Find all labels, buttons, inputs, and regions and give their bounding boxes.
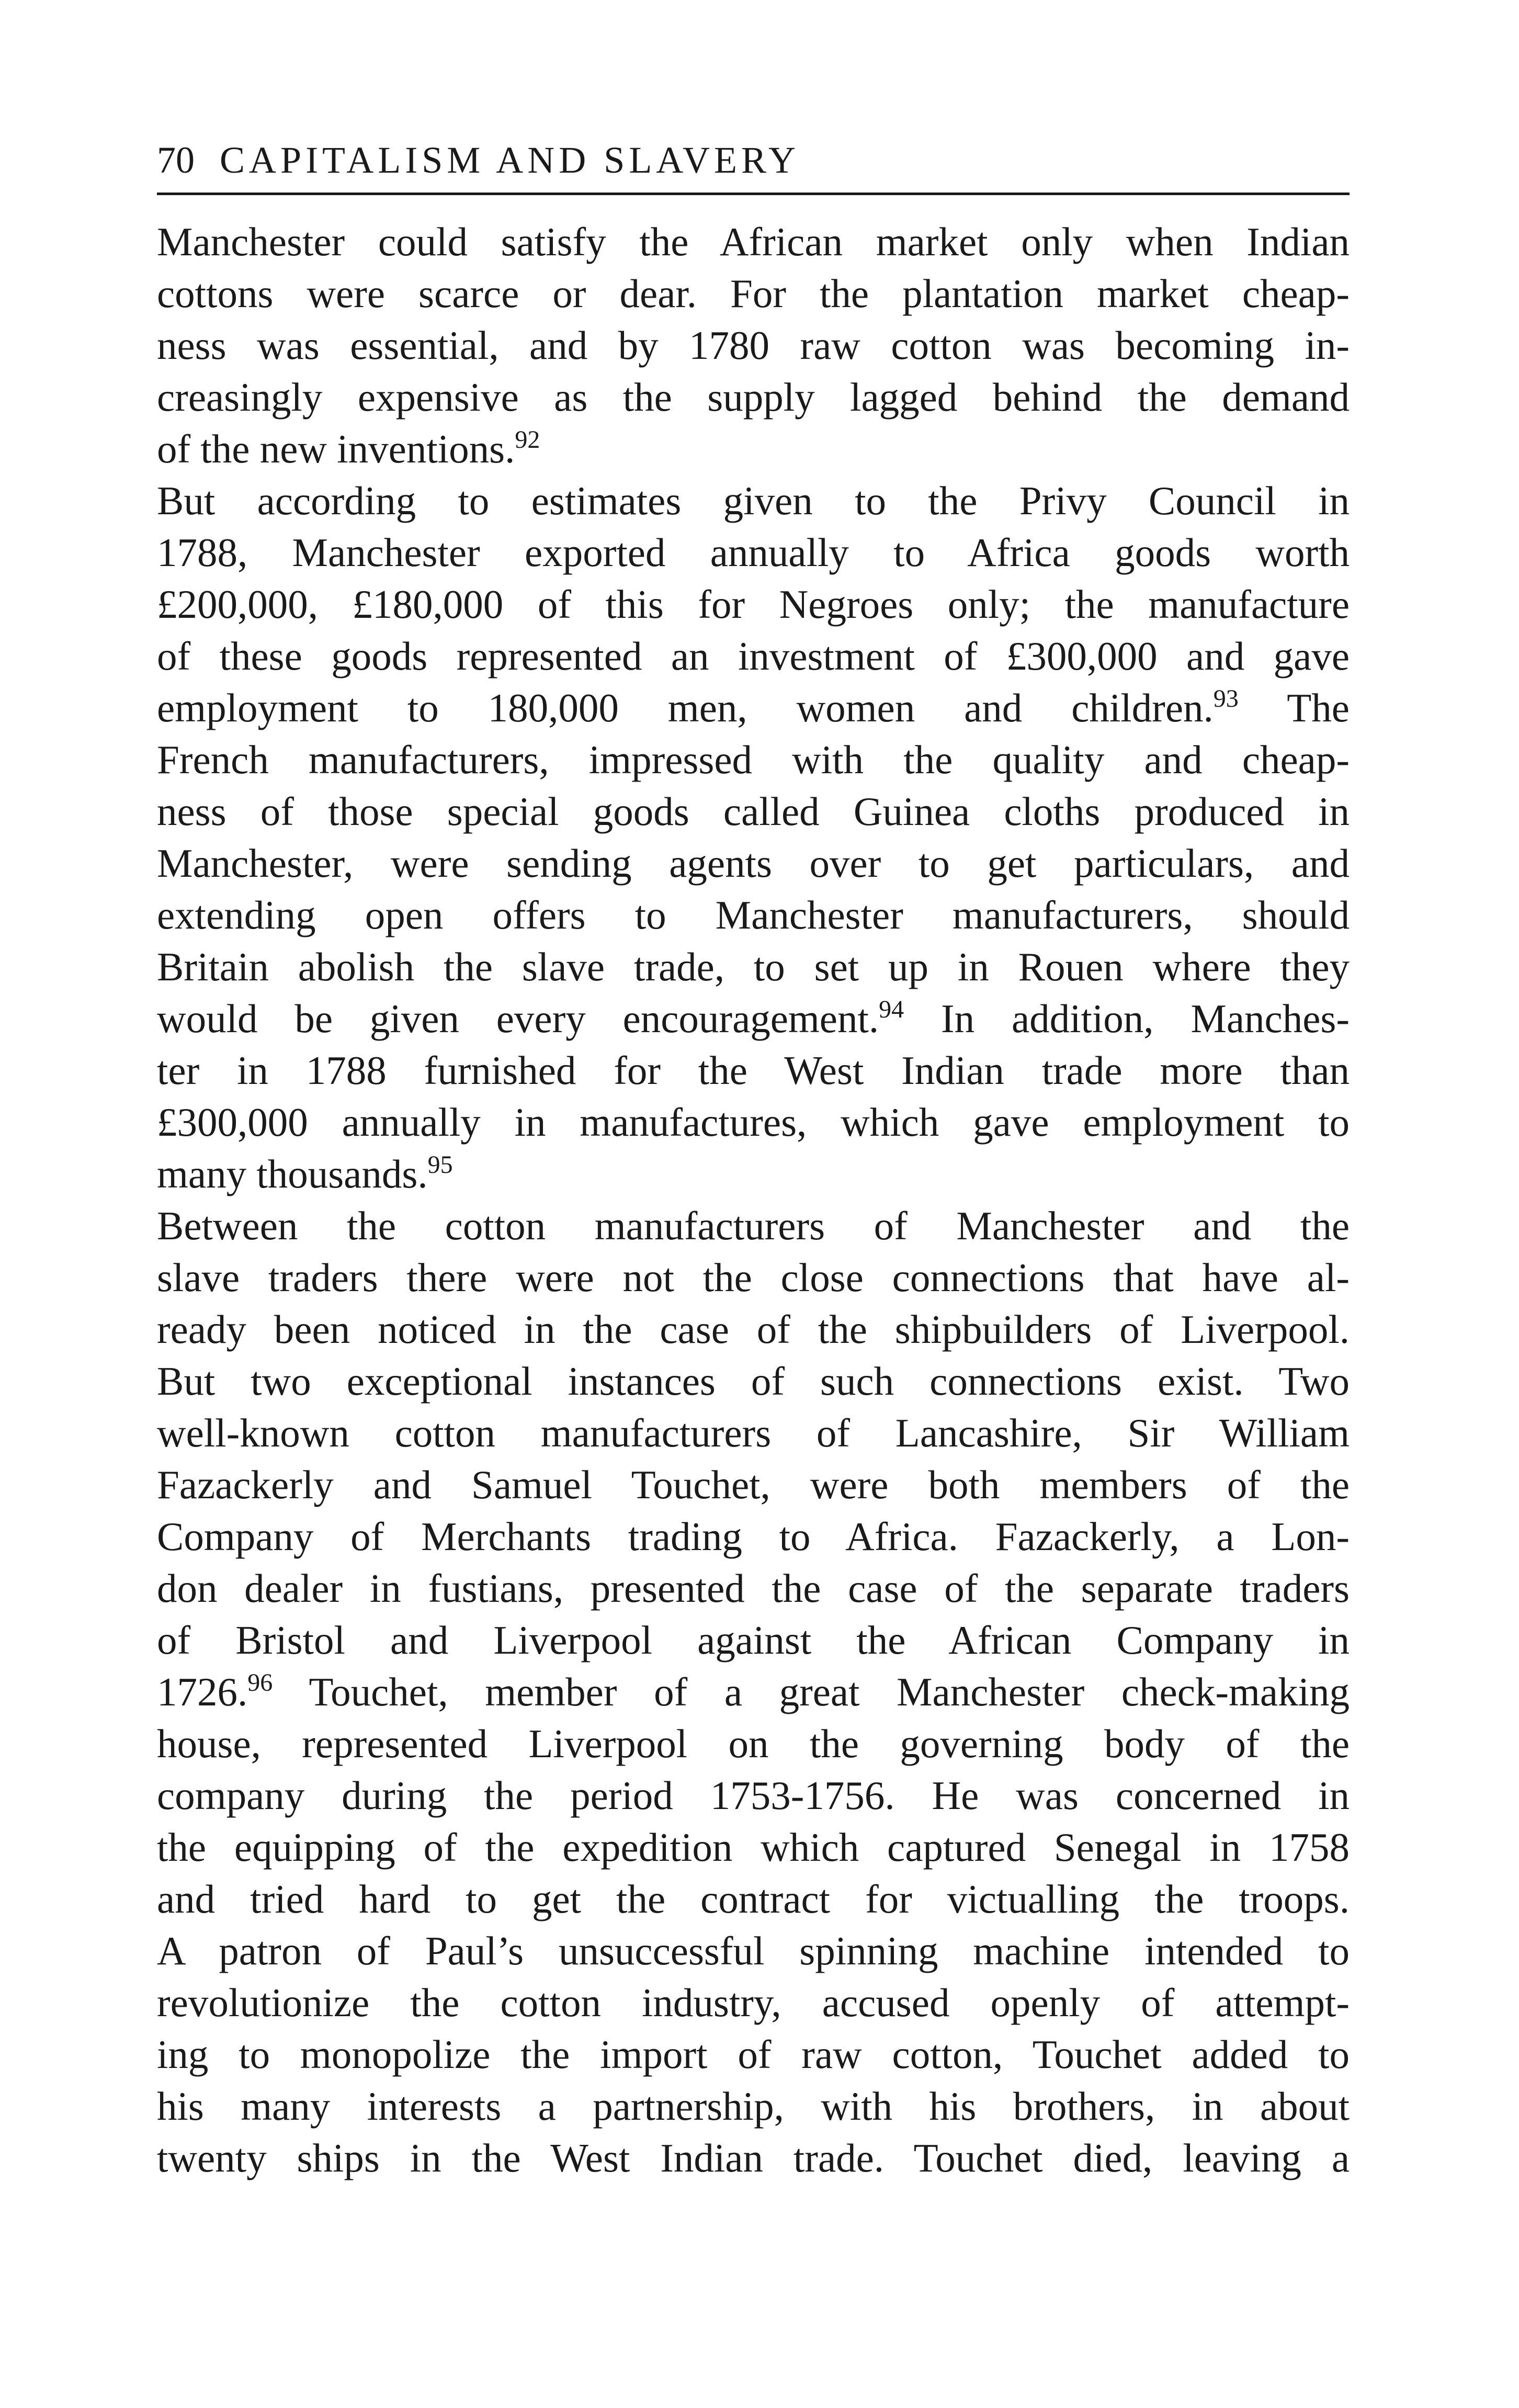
footnote-ref-92: 92	[515, 426, 540, 454]
footnote-ref-94: 94	[879, 996, 904, 1023]
text-line	[157, 1666, 1350, 1718]
text-line: creasingly expensive as the supply lagged behind the demand	[157, 375, 1350, 420]
text-line: Manchester, were sending agents over to get particulars, and	[157, 841, 1350, 886]
text-line: A patron of Paul’s unsuccessful spinning machine intended to	[157, 1928, 1350, 1973]
text-fragment: many thousands.	[157, 1151, 428, 1196]
text-line: of Bristol and Liverpool against the African Company in	[157, 1618, 1350, 1663]
text-line: But according to estimates given to the Privy Council in	[157, 478, 1350, 523]
text-line: house, represented Liverpool on the governing body of the	[157, 1721, 1350, 1766]
text-line: ing to monopolize the import of raw cotton, Touchet added to	[157, 2032, 1350, 2077]
running-head	[157, 141, 1350, 195]
text-fragment: would be given every encouragement.	[157, 996, 879, 1041]
text-line: twenty ships in the West Indian trade. Touchet died, leaving a	[157, 2135, 1350, 2180]
book-page	[157, 141, 1350, 2184]
text-line: ness of those special goods called Guinea cloths produced in	[157, 789, 1350, 834]
footnote-ref-93: 93	[1213, 685, 1239, 713]
footnote-ref-95: 95	[427, 1151, 453, 1179]
paragraph-2	[157, 475, 1350, 1200]
text-line: slave traders there were not the close connections that have al-	[157, 1255, 1350, 1300]
text-line: company during the period 1753-1756. He was concerned in	[157, 1773, 1350, 1818]
text-line: of these goods represented an investment of £300,000 and gave	[157, 634, 1350, 679]
text-line: French manufacturers, impressed with the quality and cheap-	[157, 737, 1350, 782]
page-number: 70	[157, 139, 195, 181]
text-line: Britain abolish the slave trade, to set up in Rouen where they	[157, 944, 1350, 989]
text-fragment: The	[1238, 685, 1350, 730]
text-line	[157, 1148, 1350, 1200]
text-line: Manchester could satisfy the African market only when Indian	[157, 219, 1350, 264]
text-line: Company of Merchants trading to Africa. Fazackerly, a Lon-	[157, 1514, 1350, 1559]
text-line: £300,000 annually in manufactures, which gave employment to	[157, 1100, 1350, 1145]
text-fragment: of the new inventions.	[157, 426, 515, 471]
body-text	[157, 216, 1350, 2184]
text-line: 1788, Manchester exported annually to Africa goods worth	[157, 530, 1350, 575]
text-line	[157, 423, 1350, 475]
text-fragment: 1726.	[157, 1669, 248, 1714]
text-line: well-known cotton manufacturers of Lancashire, Sir William	[157, 1410, 1350, 1455]
text-line	[157, 682, 1350, 734]
text-line: cottons were scarce or dear. For the plantation market cheap-	[157, 271, 1350, 316]
text-line: But two exceptional instances of such connections exist. Two	[157, 1359, 1350, 1404]
text-fragment: Touchet, member of a great Manchester check-making	[273, 1669, 1350, 1714]
paragraph-3	[157, 1200, 1350, 2184]
text-line: his many interests a partnership, with his brothers, in about	[157, 2084, 1350, 2129]
text-line: ready been noticed in the case of the shipbuilders of Liverpool.	[157, 1307, 1350, 1352]
text-line: the equipping of the expedition which captured Senegal in 1758	[157, 1825, 1350, 1870]
footnote-ref-96: 96	[247, 1669, 273, 1697]
running-title: CAPITALISM AND SLAVERY	[220, 139, 800, 181]
text-line: extending open offers to Manchester manufacturers, should	[157, 892, 1350, 937]
text-line: revolutionize the cotton industry, accused openly of attempt-	[157, 1980, 1350, 2025]
text-line	[157, 993, 1350, 1045]
text-line: Between the cotton manufacturers of Manchester and the	[157, 1203, 1350, 1248]
text-line: and tried hard to get the contract for victualling the troops.	[157, 1876, 1350, 1921]
paragraph-1	[157, 216, 1350, 475]
text-line: £200,000, £180,000 of this for Negroes only; the manufacture	[157, 582, 1350, 627]
text-fragment: employment to 180,000 men, women and children.	[157, 685, 1214, 730]
text-fragment: In addition, Manches-	[904, 996, 1350, 1041]
text-line: ter in 1788 furnished for the West Indian trade more than	[157, 1048, 1350, 1093]
text-line: ness was essential, and by 1780 raw cotton was becoming in-	[157, 323, 1350, 368]
text-line: don dealer in fustians, presented the case of the separate traders	[157, 1566, 1350, 1611]
text-line: Fazackerly and Samuel Touchet, were both members of the	[157, 1462, 1350, 1507]
